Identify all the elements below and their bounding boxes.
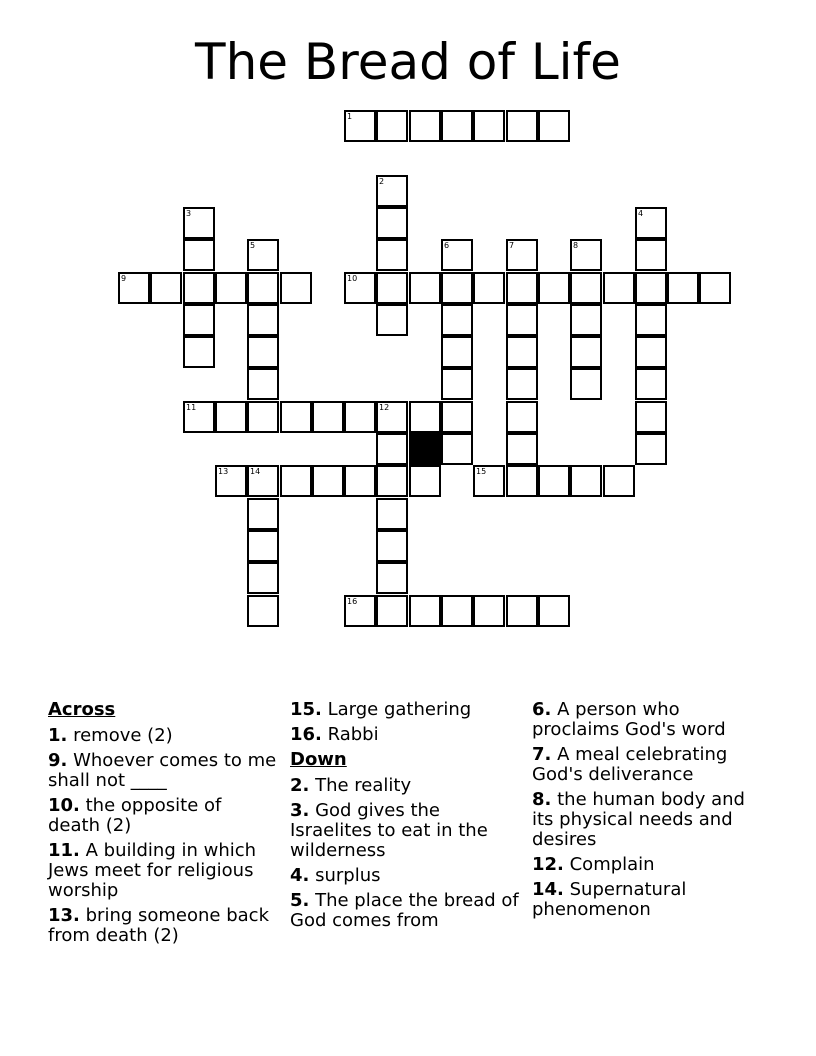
down-clue bbox=[290, 866, 520, 886]
grid-cell[interactable] bbox=[247, 304, 279, 336]
grid-cell[interactable] bbox=[570, 239, 602, 271]
grid-cell[interactable] bbox=[506, 433, 538, 465]
clue-number: 4. bbox=[290, 865, 310, 886]
clue-number: 12. bbox=[532, 854, 564, 875]
clue-number: 10. bbox=[48, 795, 80, 816]
clue-text: A building in which Jews meet for religious worship bbox=[48, 840, 257, 901]
grid-cell[interactable] bbox=[635, 433, 667, 465]
grid-cell[interactable] bbox=[409, 465, 441, 497]
grid-cell[interactable] bbox=[603, 465, 635, 497]
grid-cell[interactable] bbox=[312, 465, 344, 497]
grid-cell[interactable] bbox=[247, 562, 279, 594]
clue-number: 3. bbox=[290, 800, 310, 821]
grid-cell[interactable] bbox=[376, 595, 408, 627]
clue-number: 6. bbox=[532, 699, 552, 720]
grid-cell[interactable] bbox=[376, 207, 408, 239]
cell-number: 1 bbox=[347, 112, 353, 121]
grid-cell[interactable] bbox=[183, 304, 215, 336]
grid-cell[interactable] bbox=[473, 110, 505, 142]
across-clue bbox=[48, 841, 278, 901]
grid-cell[interactable] bbox=[247, 595, 279, 627]
grid-cell[interactable] bbox=[570, 368, 602, 400]
across-clue bbox=[290, 725, 520, 745]
cell-number: 2 bbox=[379, 177, 385, 186]
grid-cell[interactable] bbox=[344, 272, 376, 304]
clue-text: The place the bread of God comes from bbox=[290, 890, 519, 931]
down-clue bbox=[532, 700, 762, 740]
grid-cell[interactable] bbox=[215, 272, 247, 304]
grid-cell[interactable] bbox=[473, 465, 505, 497]
grid-cell[interactable] bbox=[506, 110, 538, 142]
clue-number: 11. bbox=[48, 840, 80, 861]
clue-text: The reality bbox=[309, 775, 412, 796]
grid-cell[interactable] bbox=[409, 595, 441, 627]
clue-text: A person who proclaims God's word bbox=[532, 699, 726, 740]
grid-cell[interactable] bbox=[441, 401, 473, 433]
clues-column-2 bbox=[290, 700, 520, 936]
grid-cell[interactable] bbox=[570, 465, 602, 497]
grid-cell[interactable] bbox=[247, 498, 279, 530]
cell-number: 10 bbox=[347, 274, 358, 283]
grid-cell[interactable] bbox=[247, 401, 279, 433]
grid-cell[interactable] bbox=[376, 110, 408, 142]
grid-cell[interactable] bbox=[441, 336, 473, 368]
clue-text: the human body and its physical needs and desires bbox=[532, 789, 745, 850]
cell-number: 8 bbox=[573, 241, 579, 250]
cell-number: 11 bbox=[186, 403, 197, 412]
grid-cell[interactable] bbox=[441, 595, 473, 627]
grid-cell[interactable] bbox=[215, 465, 247, 497]
grid-cell[interactable] bbox=[247, 368, 279, 400]
grid-cell[interactable] bbox=[183, 272, 215, 304]
grid-cell[interactable] bbox=[280, 272, 312, 304]
clue-text: A meal celebrating God's deliverance bbox=[532, 744, 728, 785]
grid-cell[interactable] bbox=[570, 272, 602, 304]
down-heading: Down bbox=[290, 749, 347, 770]
cell-number: 6 bbox=[444, 241, 450, 250]
grid-cell[interactable] bbox=[538, 465, 570, 497]
grid-cell[interactable] bbox=[538, 272, 570, 304]
grid-cell[interactable] bbox=[506, 368, 538, 400]
grid-cell[interactable] bbox=[409, 401, 441, 433]
grid-cell[interactable] bbox=[603, 272, 635, 304]
clue-text: remove (2) bbox=[67, 725, 173, 746]
grid-cell[interactable] bbox=[376, 401, 408, 433]
down-clue bbox=[532, 880, 762, 920]
down-clue bbox=[290, 776, 520, 796]
grid-cell[interactable] bbox=[441, 110, 473, 142]
black-square bbox=[409, 433, 441, 465]
grid-cell[interactable] bbox=[280, 401, 312, 433]
across-clue bbox=[48, 906, 278, 946]
across-clue bbox=[48, 796, 278, 836]
grid-cell[interactable] bbox=[247, 272, 279, 304]
grid-cell[interactable] bbox=[409, 272, 441, 304]
grid-cell[interactable] bbox=[635, 368, 667, 400]
grid-cell[interactable] bbox=[376, 498, 408, 530]
clue-number: 7. bbox=[532, 744, 552, 765]
grid-cell[interactable] bbox=[570, 336, 602, 368]
grid-cell[interactable] bbox=[344, 110, 376, 142]
grid-cell[interactable] bbox=[506, 304, 538, 336]
grid-cell[interactable] bbox=[635, 272, 667, 304]
grid-cell[interactable] bbox=[506, 595, 538, 627]
across-clue bbox=[48, 751, 278, 791]
grid-cell[interactable] bbox=[344, 595, 376, 627]
grid-cell[interactable] bbox=[344, 465, 376, 497]
grid-cell[interactable] bbox=[635, 336, 667, 368]
clues-column-3 bbox=[532, 700, 762, 925]
grid-cell[interactable] bbox=[183, 239, 215, 271]
across-clues-column bbox=[48, 700, 278, 951]
across-clue bbox=[290, 700, 520, 720]
cell-number: 3 bbox=[186, 209, 192, 218]
cell-number: 15 bbox=[476, 467, 487, 476]
clue-text: God gives the Israelites to eat in the wilderness bbox=[290, 800, 488, 861]
grid-cell[interactable] bbox=[570, 304, 602, 336]
clue-text: Large gathering bbox=[321, 699, 472, 720]
grid-cell[interactable] bbox=[183, 207, 215, 239]
clue-text: Complain bbox=[563, 854, 655, 875]
grid-cell[interactable] bbox=[376, 530, 408, 562]
clue-number: 8. bbox=[532, 789, 552, 810]
grid-cell[interactable] bbox=[376, 304, 408, 336]
grid-cell[interactable] bbox=[506, 239, 538, 271]
down-clue bbox=[290, 891, 520, 931]
cell-number: 5 bbox=[250, 241, 256, 250]
clue-number: 9. bbox=[48, 750, 68, 771]
grid-cell[interactable] bbox=[538, 595, 570, 627]
clue-number: 2. bbox=[290, 775, 310, 796]
grid-cell[interactable] bbox=[699, 272, 731, 304]
grid-cell[interactable] bbox=[635, 401, 667, 433]
grid-cell[interactable] bbox=[344, 401, 376, 433]
grid-cell[interactable] bbox=[409, 110, 441, 142]
clue-number: 15. bbox=[290, 699, 322, 720]
cell-number: 14 bbox=[250, 467, 261, 476]
down-clue bbox=[290, 801, 520, 861]
clue-number: 13. bbox=[48, 905, 80, 926]
clue-number: 16. bbox=[290, 724, 322, 745]
clue-text: Supernatural phenomenon bbox=[532, 879, 687, 920]
grid-cell[interactable] bbox=[247, 239, 279, 271]
grid-cell[interactable] bbox=[376, 239, 408, 271]
cell-number: 12 bbox=[379, 403, 390, 412]
grid-cell[interactable] bbox=[506, 465, 538, 497]
grid-cell[interactable] bbox=[635, 239, 667, 271]
clue-text: Rabbi bbox=[321, 724, 379, 745]
grid-cell[interactable] bbox=[118, 272, 150, 304]
clue-number: 5. bbox=[290, 890, 310, 911]
grid-cell[interactable] bbox=[312, 401, 344, 433]
grid-cell[interactable] bbox=[506, 401, 538, 433]
grid-cell[interactable] bbox=[441, 368, 473, 400]
puzzle-title: The Bread of Life bbox=[195, 33, 621, 91]
grid-cell[interactable] bbox=[635, 207, 667, 239]
across-heading: Across bbox=[48, 699, 116, 720]
grid-cell[interactable] bbox=[376, 272, 408, 304]
cell-number: 16 bbox=[347, 597, 358, 606]
grid-cell[interactable] bbox=[247, 465, 279, 497]
clue-number: 1. bbox=[48, 725, 68, 746]
cell-number: 7 bbox=[509, 241, 515, 250]
grid-cell[interactable] bbox=[441, 272, 473, 304]
cell-number: 9 bbox=[121, 274, 127, 283]
grid-cell[interactable] bbox=[506, 336, 538, 368]
grid-cell[interactable] bbox=[247, 336, 279, 368]
down-clue bbox=[532, 855, 762, 875]
grid-cell[interactable] bbox=[635, 304, 667, 336]
grid-cell[interactable] bbox=[473, 272, 505, 304]
grid-cell[interactable] bbox=[376, 433, 408, 465]
down-clue bbox=[532, 745, 762, 785]
across-clue bbox=[48, 726, 278, 746]
grid-cell[interactable] bbox=[183, 336, 215, 368]
clue-number: 14. bbox=[532, 879, 564, 900]
grid-cell[interactable] bbox=[667, 272, 699, 304]
clue-text: Whoever comes to me shall not ____ bbox=[48, 750, 277, 791]
grid-cell[interactable] bbox=[376, 175, 408, 207]
grid-cell[interactable] bbox=[441, 239, 473, 271]
grid-cell[interactable] bbox=[538, 110, 570, 142]
down-clue bbox=[532, 790, 762, 850]
grid-cell[interactable] bbox=[473, 595, 505, 627]
grid-cell[interactable] bbox=[280, 465, 312, 497]
grid-cell[interactable] bbox=[441, 433, 473, 465]
grid-cell[interactable] bbox=[247, 530, 279, 562]
grid-cell[interactable] bbox=[441, 304, 473, 336]
cell-number: 13 bbox=[218, 467, 229, 476]
clue-text: the opposite of death (2) bbox=[48, 795, 222, 836]
grid-cell[interactable] bbox=[376, 562, 408, 594]
grid-cell[interactable] bbox=[376, 465, 408, 497]
grid-cell[interactable] bbox=[506, 272, 538, 304]
cell-number: 4 bbox=[638, 209, 644, 218]
grid-cell[interactable] bbox=[150, 272, 182, 304]
grid-cell[interactable] bbox=[215, 401, 247, 433]
grid-cell[interactable] bbox=[183, 401, 215, 433]
clue-text: bring someone back from death (2) bbox=[48, 905, 269, 946]
clue-text: surplus bbox=[309, 865, 381, 886]
